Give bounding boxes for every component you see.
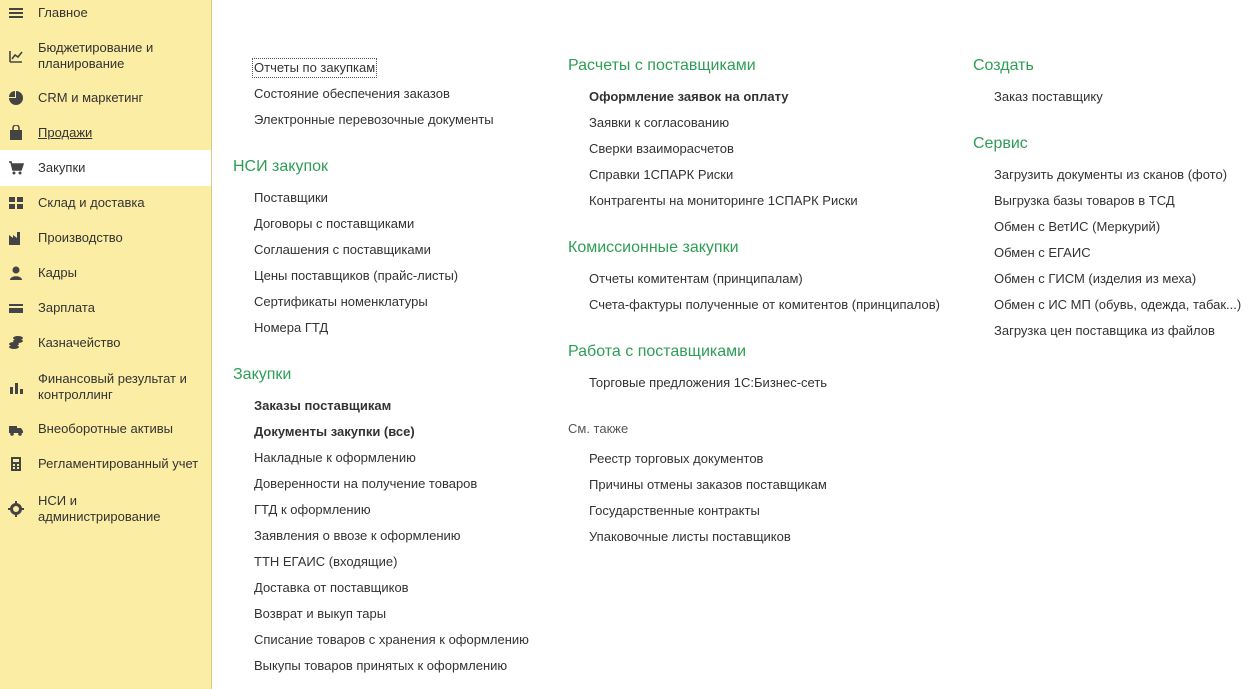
link-create-supplier-order[interactable]: Заказ поставщику [994, 89, 1103, 104]
bar-chart-icon [8, 379, 24, 395]
link-supplier-agreements[interactable]: Соглашения с поставщиками [254, 242, 431, 257]
section-title-create: Создать [973, 57, 1034, 74]
link-gtd-to-process[interactable]: ГТД к оформлению [254, 502, 371, 517]
link-delivery-from-suppliers[interactable]: Доставка от поставщиков [254, 580, 409, 595]
sidebar-item-sales[interactable] [0, 123, 211, 143]
sidebar-item-regulated-accounting[interactable] [0, 454, 211, 474]
person-icon [8, 265, 24, 281]
section-title-see-also: См. также [568, 421, 629, 436]
sidebar-item-salary[interactable] [0, 298, 211, 318]
sidebar-item-crm[interactable] [0, 88, 211, 108]
link-supplier-contracts[interactable]: Договоры с поставщиками [254, 216, 415, 231]
sidebar-item-label: Склад и доставка [38, 195, 145, 210]
sidebar-item-label: НСИ и администрирование [38, 493, 161, 524]
section-title-nsi: НСИ закупок [233, 158, 329, 175]
link-suppliers[interactable]: Поставщики [254, 190, 328, 205]
sidebar-item-fixed-assets[interactable] [0, 419, 211, 439]
calculator-icon [8, 456, 24, 472]
link-order-supply-state[interactable]: Состояние обеспечения заказов [254, 86, 450, 101]
factory-icon [8, 230, 24, 246]
section-title-service: Сервис [973, 135, 1028, 152]
link-container-return[interactable]: Возврат и выкуп тары [254, 606, 387, 621]
link-vetis-exchange[interactable]: Обмен с ВетИС (Меркурий) [994, 219, 1161, 234]
link-supplier-prices[interactable]: Цены поставщиков (прайс-листы) [254, 268, 459, 283]
sidebar-item-label: Финансовый результат и контроллинг [38, 371, 187, 402]
link-purchase-documents[interactable]: Документы закупки (все) [254, 424, 415, 439]
link-load-supplier-prices[interactable]: Загрузка цен поставщика из файлов [994, 323, 1215, 338]
sidebar-item-label: Кадры [38, 265, 77, 280]
menu-icon [8, 5, 24, 21]
sidebar-item-label: Зарплата [38, 300, 95, 315]
link-payment-requests[interactable]: Оформление заявок на оплату [589, 89, 789, 104]
link-load-from-scans[interactable]: Загрузить документы из сканов (фото) [994, 167, 1228, 182]
link-reconciliations[interactable]: Сверки взаиморасчетов [589, 141, 734, 156]
link-gtd-numbers[interactable]: Номера ГТД [254, 320, 329, 335]
section-title-supplier-work: Работа с поставщиками [568, 343, 747, 360]
wallet-icon [8, 300, 24, 316]
link-export-tsd[interactable]: Выгрузка базы товаров в ТСД [994, 193, 1175, 208]
bag-icon [8, 125, 24, 141]
section-title-purchases: Закупки [233, 366, 292, 383]
sidebar-item-budgeting[interactable] [0, 36, 211, 76]
sidebar-item-label: Продажи [38, 125, 93, 140]
sidebar-item-label: Внеоборотные активы [38, 421, 174, 436]
sidebar-item-nsi-admin[interactable] [0, 489, 211, 529]
link-powers-of-attorney[interactable]: Доверенности на получение товаров [254, 476, 478, 491]
link-gov-contracts[interactable]: Государственные контракты [589, 503, 760, 518]
sidebar-item-label: Казначейство [38, 335, 121, 350]
sidebar-item-label: Главное [38, 5, 88, 20]
sidebar-item-label: Закупки [38, 160, 86, 175]
link-spark-reports[interactable]: Справки 1СПАРК Риски [589, 167, 734, 182]
link-purchase-reports[interactable]: Отчеты по закупкам [254, 60, 376, 75]
budget-icon [8, 48, 24, 64]
gear-icon [8, 501, 24, 517]
link-packing-lists[interactable]: Упаковочные листы поставщиков [589, 529, 791, 544]
truck-icon [8, 421, 24, 437]
sidebar-item-label: CRM и маркетинг [38, 90, 144, 105]
section-title-commission: Комиссионные закупки [568, 239, 739, 256]
sidebar [0, 0, 212, 689]
link-ismp-exchange[interactable]: Обмен с ИС МП (обувь, одежда, табак...) [994, 297, 1242, 312]
warehouse-icon [8, 195, 24, 211]
sidebar-item-label: Производство [38, 230, 123, 245]
link-gism-exchange[interactable]: Обмен с ГИСМ (изделия из меха) [994, 271, 1197, 286]
link-trade-offers[interactable]: Торговые предложения 1С:Бизнес-сеть [589, 375, 828, 390]
link-certificates[interactable]: Сертификаты номенклатуры [254, 294, 428, 309]
sidebar-item-warehouse[interactable] [0, 193, 211, 213]
link-import-statements[interactable]: Заявления о ввозе к оформлению [254, 528, 461, 543]
sidebar-item-financial-result[interactable] [0, 367, 211, 407]
sidebar-item-hr[interactable] [0, 263, 211, 283]
link-supplier-orders[interactable]: Заказы поставщикам [254, 398, 392, 413]
link-spark-monitoring[interactable]: Контрагенты на мониторинге 1СПАРК Риски [589, 193, 858, 208]
link-principal-reports[interactable]: Отчеты комитентам (принципалам) [589, 271, 803, 286]
link-cancel-reasons[interactable]: Причины отмены заказов поставщикам [589, 477, 827, 492]
link-storage-writeoff[interactable]: Списание товаров с хранения к оформлению [254, 632, 529, 647]
link-buyouts-to-process[interactable]: Выкупы товаров принятых к оформлению [254, 658, 508, 673]
link-electronic-transport-docs[interactable]: Электронные перевозочные документы [254, 112, 494, 127]
sidebar-item-label: Регламентированный учет [38, 456, 199, 471]
link-principal-invoices[interactable]: Счета-фактуры полученные от комитентов (принципалов) [589, 297, 940, 312]
link-ttn-egais[interactable]: ТТН ЕГАИС (входящие) [254, 554, 398, 569]
section-title-settlements: Расчеты с поставщиками [568, 57, 756, 74]
link-egais-exchange[interactable]: Обмен с ЕГАИС [994, 245, 1091, 260]
link-invoices-to-process[interactable]: Накладные к оформлению [254, 450, 416, 465]
sidebar-item-production[interactable] [0, 228, 211, 248]
cart-icon [8, 160, 24, 176]
coins-icon [8, 335, 24, 351]
sidebar-item-main[interactable] [0, 0, 211, 26]
sidebar-item-purchases[interactable] [0, 150, 211, 186]
link-trade-docs-registry[interactable]: Реестр торговых документов [589, 451, 764, 466]
pie-chart-icon [8, 90, 24, 106]
sidebar-item-treasury[interactable] [0, 333, 211, 353]
sidebar-item-label: Бюджетирование и планирование [38, 40, 154, 71]
link-requests-approval[interactable]: Заявки к согласованию [589, 115, 730, 130]
